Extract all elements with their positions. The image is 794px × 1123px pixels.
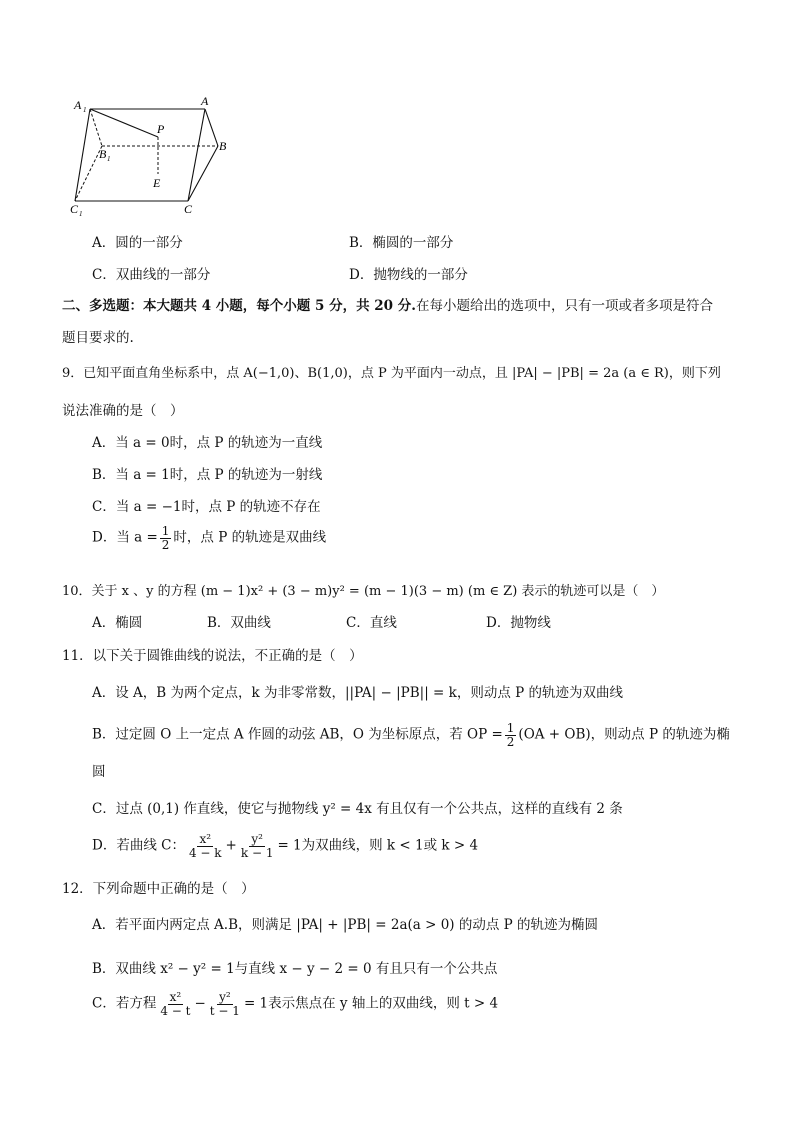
q9-option-a[interactable]: A．当 a = 0时，点 P 的轨迹为一直线 [92, 435, 323, 451]
fraction-numerator: 1 [161, 524, 170, 538]
edge-a1-c1 [75, 109, 90, 201]
q11-option-b-post: (OA + OB)，则动点 P 的轨迹为椭 [518, 726, 730, 743]
q11-option-b-line2: 圆 [92, 764, 106, 780]
q11-option-d-plus: + [225, 837, 237, 854]
q11-option-c[interactable]: C．过点 (0,1) 作直线，使它与抛物线 y² = 4x 有且仅有一个公共点，这样的直线有 2 条 [92, 801, 623, 817]
fraction-denominator: 2 [161, 537, 170, 552]
q9-option-d[interactable] [92, 525, 326, 551]
q12-option-c-fraction-2 [208, 991, 242, 1017]
q11-option-d[interactable] [92, 833, 478, 859]
section2-instruction: 在每小题给出的选项中，只有一项或者多项是符合 [415, 298, 713, 314]
q11-option-b[interactable] [92, 722, 730, 748]
label-c: C [184, 202, 193, 216]
q11-option-d-pre: D．若曲线 C： [92, 837, 185, 854]
q10-option-b[interactable]: B．双曲线 [207, 615, 271, 631]
prism-figure [62, 92, 242, 222]
fraction-denominator: k − 1 [240, 845, 274, 860]
fraction-denominator: 4 − t [160, 1003, 191, 1018]
q9-option-b[interactable]: B．当 a = 1时，点 P 的轨迹为一射线 [92, 467, 323, 483]
label-p: P [157, 122, 165, 136]
hidden-edge-a1-b1 [90, 109, 102, 146]
label-a1-sub: 1 [83, 106, 87, 114]
q9-option-d-post: 时，点 P 的轨迹是双曲线 [173, 529, 327, 546]
q11-option-d-fraction-2 [239, 833, 276, 859]
q8-option-b[interactable]: B．椭圆的一部分 [349, 235, 454, 251]
q10-option-d[interactable]: D．抛物线 [486, 615, 551, 631]
label-c1: C [70, 202, 79, 216]
fraction-numerator: y² [219, 990, 231, 1004]
section2-heading [62, 294, 713, 314]
label-a1: A [74, 98, 82, 112]
q11-option-d-post: = 1为双曲线，则 k < 1或 k > 4 [277, 837, 479, 854]
label-a: A [201, 94, 209, 108]
q9-option-d-pre: D．当 a = [92, 529, 158, 546]
q12-option-c-fraction-1 [158, 991, 192, 1017]
fraction-denominator: t − 1 [209, 1003, 240, 1018]
q12-option-c-post: = 1表示焦点在 y 轴上的双曲线，则 t > 4 [243, 995, 499, 1012]
q10-option-a[interactable]: A．椭圆 [92, 615, 143, 631]
label-e: E [153, 176, 161, 190]
section2-title: 二、多选题：本大题共 4 小题，每个小题 5 分，共 20 分. [62, 298, 416, 314]
fraction-numerator: x² [199, 832, 212, 846]
label-c1-sub: 1 [79, 210, 83, 218]
q9-option-d-fraction [160, 525, 172, 551]
fraction-numerator: x² [169, 990, 182, 1004]
q9-stem-line2: 说法准确的是（ ） [62, 403, 184, 419]
q8-option-a[interactable]: A．圆的一部分 [92, 235, 183, 251]
q11-stem: 11．以下关于圆锥曲线的说法，不正确的是（ ） [62, 648, 363, 664]
edge-a-b [205, 109, 218, 146]
q12-option-c-pre: C．若方程 [92, 995, 157, 1012]
q12-option-c-minus: − [194, 995, 206, 1012]
fraction-denominator: 4 − k [188, 845, 222, 860]
fraction-denominator: 2 [506, 734, 515, 749]
q11-option-a[interactable]: A．设 A，B 为两个定点，k 为非零常数，||PA| − |PB|| = k，则动点 P 的轨迹为双曲线 [92, 685, 623, 701]
q9-stem-line1: 9．已知平面直角坐标系中，点 A(−1,0)、B(1,0)，点 P 为平面内一动点，且 |PA| − |PB| = 2a (a ∈ R)，则下列 [62, 366, 721, 381]
section2-heading-cont: 题目要求的. [62, 330, 134, 346]
q8-option-d[interactable]: D．抛物线的一部分 [349, 267, 468, 283]
q8-option-c[interactable]: C．双曲线的一部分 [92, 267, 211, 283]
q10-option-c[interactable]: C．直线 [346, 615, 397, 631]
q11-option-b-fraction [505, 722, 517, 748]
label-b1: B [99, 147, 107, 161]
q9-option-c[interactable]: C．当 a = −1时，点 P 的轨迹不存在 [92, 499, 321, 515]
label-b1-sub: 1 [107, 155, 111, 163]
edge-b-c [188, 146, 218, 201]
q12-option-a[interactable]: A．若平面内两定点 A.B，则满足 |PA| + |PB| = 2a(a > 0) 的动点 P 的轨迹为椭圆 [92, 917, 599, 933]
q10-stem: 10．关于 x 、y 的方程 (m − 1)x² + (3 − m)y² = (m − 1)(3 − m) (m ∈ Z) 表示的轨迹可以是（ ） [62, 584, 665, 599]
q11-option-b-pre: B．过定圆 O 上一定点 A 作圆的动弦 AB，O 为坐标原点，若 OP = [92, 726, 503, 743]
q12-option-c[interactable] [92, 991, 498, 1017]
fraction-numerator: y² [251, 832, 263, 846]
fraction-numerator: 1 [506, 721, 515, 735]
q12-option-b[interactable]: B．双曲线 x² − y² = 1与直线 x − y − 2 = 0 有且只有一个公共点 [92, 961, 498, 977]
q11-option-d-fraction-1 [187, 833, 224, 859]
label-b: B [219, 139, 227, 153]
q12-stem: 12．下列命题中正确的是（ ） [62, 881, 255, 897]
edge-a-c [188, 109, 205, 201]
edge-a1-p [90, 109, 158, 137]
